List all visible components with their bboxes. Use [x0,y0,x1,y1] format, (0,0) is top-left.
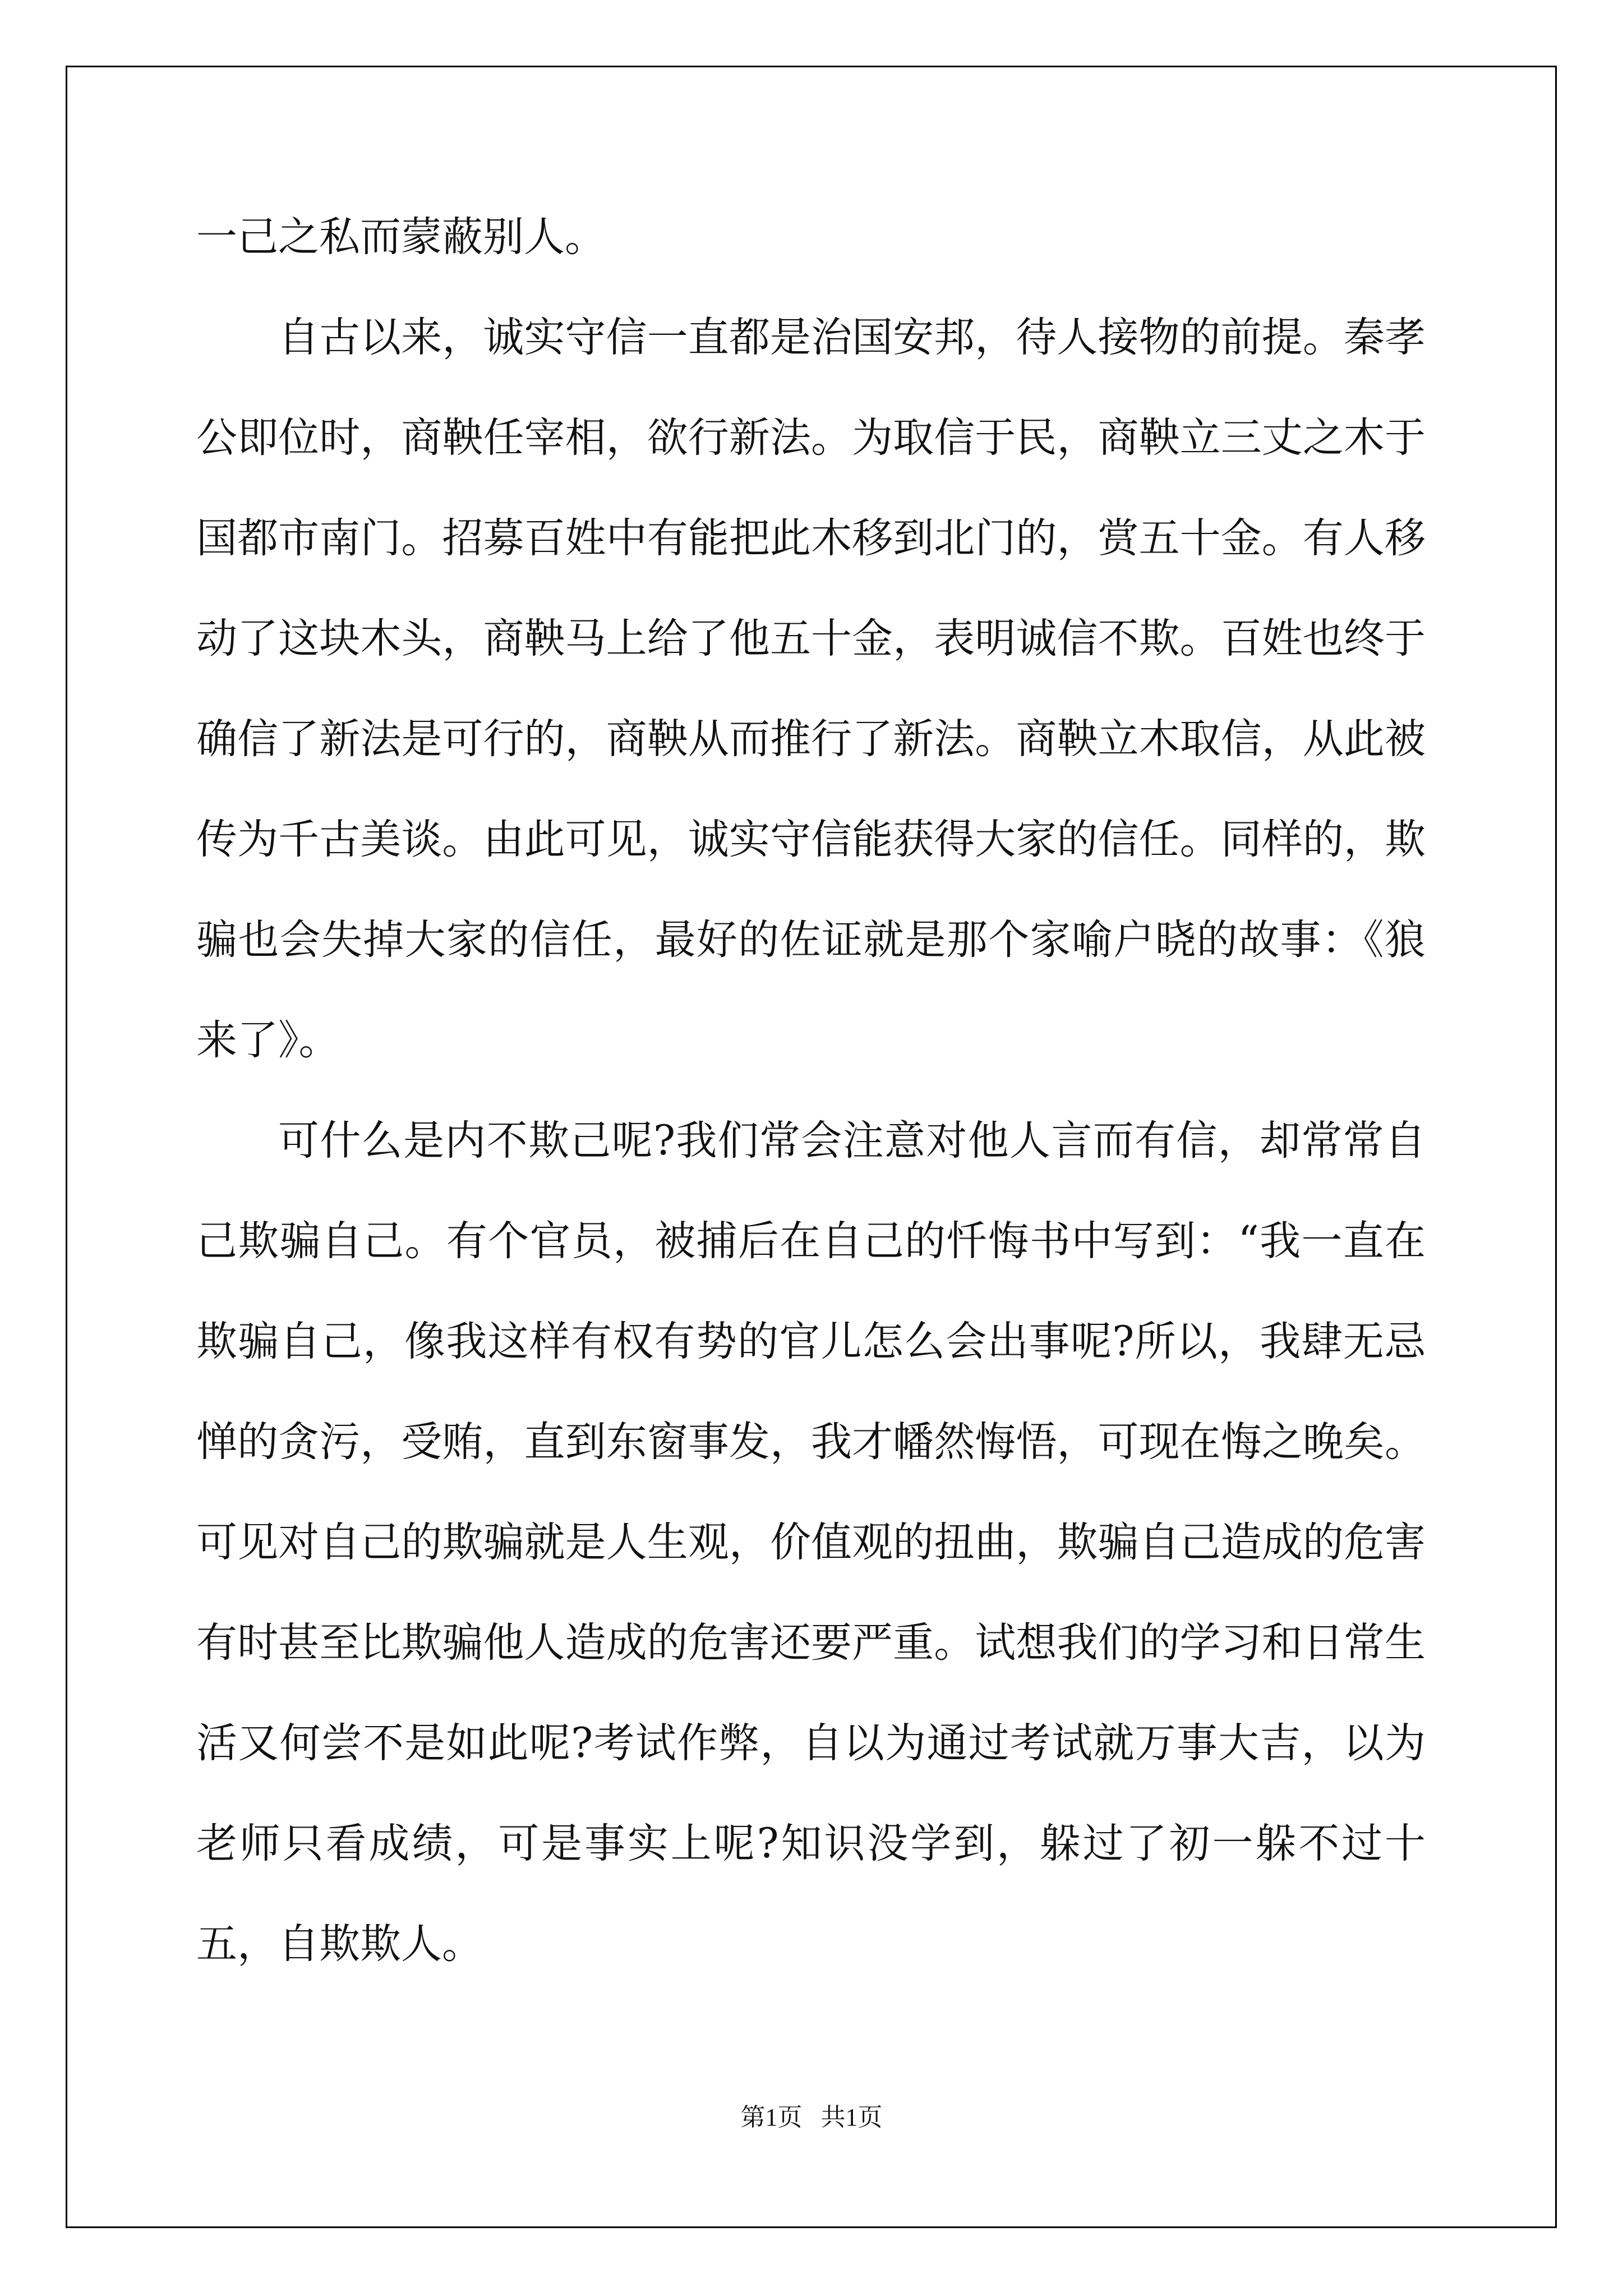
paragraph-1: 一己之私而蒙蔽别人。 [196,213,606,261]
page-number: 第1页 [740,2104,803,2131]
footer-spacer [803,2104,821,2131]
document-body [196,187,1426,1994]
paragraph-2: 自古以来，诚实守信一直都是治国安邦，待人接物的前提。秦孝公即位时，商鞅任宰相，欲行新法。为取信于民，商鞅立三丈之木于国都市南门。招募百姓中有能把此木移到北门的，赏五十金。有人移动了这块木头，商鞅马上给了他五十金，表明诚信不欺。百姓也终于确信了新法是可行的，商鞅从而推行了新法。商鞅立木取信，从此被传为千古美谈。由此可见，诚实守信能获得大家的信任。同样的，欺骗也会失掉大家的信任，最好的佐证就是那个家喻户晓的故事：《狼来了》。 [196,314,1426,1064]
page-total: 共1页 [820,2104,883,2131]
page-footer [0,2101,1623,2134]
paragraph-3: 可什么是内不欺己呢?我们常会注意对他人言而有信，却常常自己欺骗自己。有个官员，被捕后在自己的忏悔书中写到：“我一直在欺骗自己，像我这样有权有势的官儿怎么会出事呢?所以，我肆无忌惮的贪污，受贿，直到东窗事发，我才幡然悔悟，可现在悔之晚矣。可见对自己的欺骗就是人生观，价值观的扭曲，欺骗自己造成的危害有时甚至比欺骗他人造成的危害还要严重。试想我们的学习和日常生活又何尝不是如此呢?考试作弊，自以为通过考试就万事大吉，以为老师只看成绩，可是事实上呢?知识没学到，躲过了初一躲不过十五，自欺欺人。 [196,1117,1426,1968]
